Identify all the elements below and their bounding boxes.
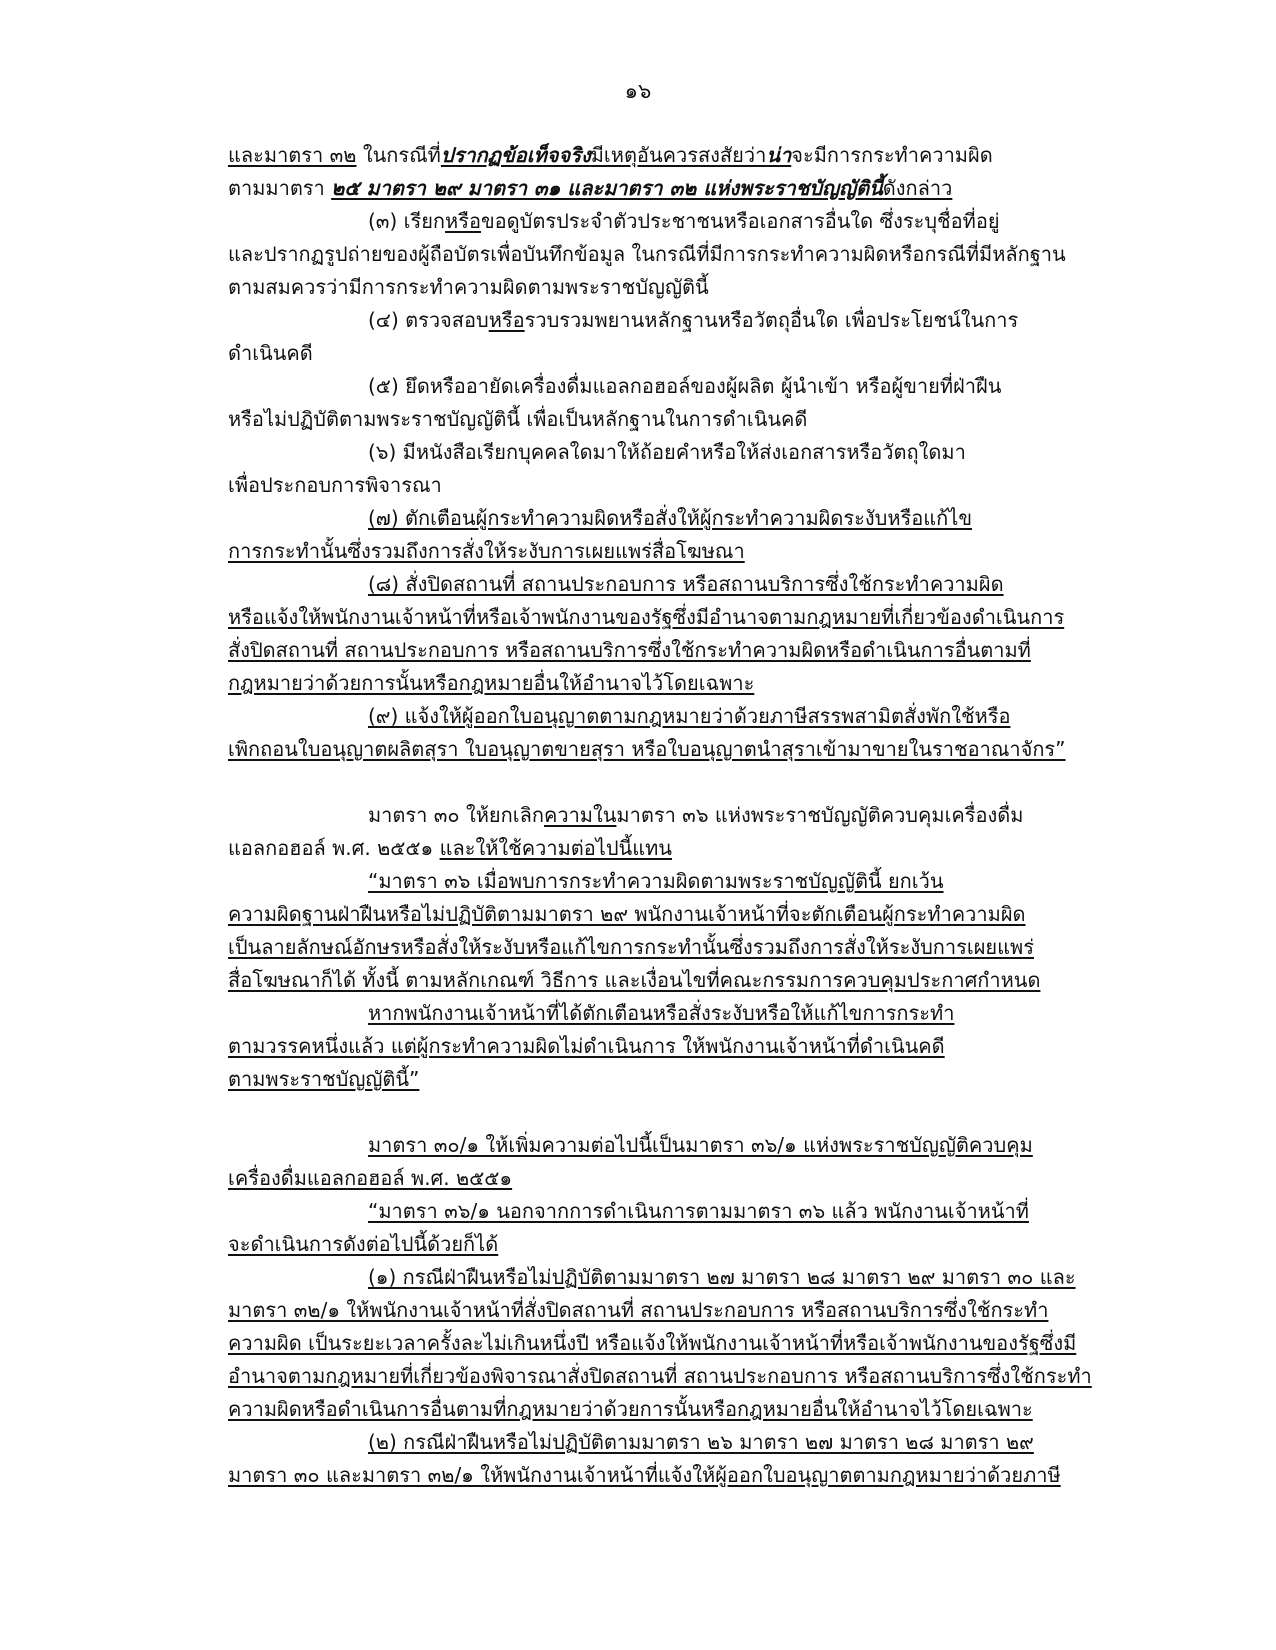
text-line: จะดำเนินการดังต่อไปนี้ด้วยก็ได้ bbox=[228, 1232, 499, 1256]
text-line: หากพนักงานเจ้าหน้าที่ได้ตักเตือนหรือสั่งระงับหรือให้แก้ไขการกระทำ bbox=[368, 1001, 955, 1025]
text-line: ความผิดฐานฝ่าฝืนหรือไม่ปฏิบัติตามมาตรา ๒๙ พนักงานเจ้าหน้าที่จะตักเตือนผู้กระทำความผิด bbox=[228, 902, 1026, 926]
text-line: หรือแจ้งให้พนักงานเจ้าหน้าที่หรือเจ้าพนักงานของรัฐซึ่งมีอำนาจตามกฎหมายที่เกี่ยวข้องดำเนินการ bbox=[228, 605, 1065, 629]
text-line: ตามวรรคหนึ่งแล้ว แต่ผู้กระทำความผิดไม่ดำเนินการ ให้พนักงานเจ้าหน้าที่ดำเนินคดี bbox=[228, 1034, 945, 1058]
text-line: เพิกถอนใบอนุญาตผลิตสุรา ใบอนุญาตขายสุรา หรือใบอนุญาตนำสุราเข้ามาขายในราชอาณาจักร” bbox=[228, 737, 1066, 761]
text-run: มาตรา ๓๖ แห่งพระราชบัญญัติควบคุมเครื่องดื่ม bbox=[616, 803, 1024, 827]
text-run: รวบรวมพยานหลักฐานหรือวัตถุอื่นใด เพื่อประโยชน์ในการ bbox=[524, 308, 1019, 332]
text-line: หรือไม่ปฏิบัติตามพระราชบัญญัตินี้ เพื่อเป็นหลักฐานในการดำเนินคดี bbox=[228, 407, 808, 431]
text-line: อำนาจตามกฎหมายที่เกี่ยวข้องพิจารณาสั่งปิดสถานที่ สถานประกอบการ หรือสถานบริการซึ่งใช้กระทำ bbox=[228, 1364, 1092, 1388]
text-run: ขอดูบัตรประจำตัวประชาชนหรือเอกสารอื่นใด ซึ่งระบุชื่อที่อยู่ bbox=[480, 209, 1000, 233]
text-run: น่า bbox=[766, 143, 792, 167]
text-run: และมาตรา ๓๒ bbox=[228, 143, 357, 167]
text-line: ความผิด เป็นระยะเวลาครั้งละไม่เกินหนึ่งปี หรือแจ้งให้พนักงานเจ้าหน้าที่หรือเจ้าพนักงานของรัฐซึ่งมี bbox=[228, 1331, 1077, 1355]
text-line: กฎหมายว่าด้วยการนั้นหรือกฎหมายอื่นให้อำนาจไว้โดยเฉพาะ bbox=[228, 671, 755, 695]
text-line: (๙) แจ้งให้ผู้ออกใบอนุญาตตามกฎหมายว่าด้วยภาษีสรรพสามิตสั่งพักใช้หรือ bbox=[368, 704, 1011, 728]
text-line bbox=[368, 206, 1000, 236]
text-line: และปรากฏรูปถ่ายของผู้ถือบัตรเพื่อบันทึกข้อมูล ในกรณีที่มีการกระทำความผิดหรือกรณีที่มีหลักฐาน bbox=[228, 242, 1066, 266]
text-line: มาตรา ๓๐/๑ ให้เพิ่มความต่อไปนี้เป็นมาตรา ๓๖/๑ แห่งพระราชบัญญัติควบคุม bbox=[368, 1133, 1033, 1157]
text-line bbox=[228, 140, 993, 170]
text-run: ปรากฏข้อเท็จจริง bbox=[440, 143, 591, 167]
text-line: ตามสมควรว่ามีการกระทำความผิดตามพระราชบัญญัตินี้ bbox=[228, 275, 709, 299]
page-number: ๑๖ bbox=[624, 79, 652, 103]
text-run: หรือ bbox=[488, 308, 525, 332]
text-line: (๗) ตักเตือนผู้กระทำความผิดหรือสั่งให้ผู้กระทำความผิดระงับหรือแก้ไข bbox=[368, 506, 972, 530]
text-run: ๒๕ มาตรา ๒๙ มาตรา ๓๑ และมาตรา ๓๒ แห่งพระราชบัญญัตินี้ bbox=[331, 176, 883, 200]
text-line: “มาตรา ๓๖/๑ นอกจากการดำเนินการตามมาตรา ๓๖ แล้ว พนักงานเจ้าหน้าที่ bbox=[368, 1199, 1029, 1223]
text-line: (๘) สั่งปิดสถานที่ สถานประกอบการ หรือสถานบริการซึ่งใช้กระทำความผิด bbox=[368, 572, 1004, 596]
text-run: และให้ใช้ความต่อไปนี้แทน bbox=[439, 836, 672, 860]
text-run: (๔) ตรวจสอบ bbox=[368, 308, 489, 332]
text-line bbox=[368, 800, 1023, 830]
text-line: “มาตรา ๓๖ เมื่อพบการกระทำความผิดตามพระราชบัญญัตินี้ ยกเว้น bbox=[368, 869, 944, 893]
text-run: ในกรณีที่ bbox=[356, 143, 441, 167]
text-line: ความผิดหรือดำเนินการอื่นตามที่กฎหมายว่าด้วยการนั้นหรือกฎหมายอื่นให้อำนาจไว้โดยเฉพาะ bbox=[228, 1397, 1033, 1421]
text-line: (๒) กรณีฝ่าฝืนหรือไม่ปฏิบัติตามมาตรา ๒๖ มาตรา ๒๗ มาตรา ๒๘ มาตรา ๒๙ bbox=[368, 1430, 1034, 1454]
text-line: เป็นลายลักษณ์อักษรหรือสั่งให้ระงับหรือแก้ไขการกระทำนั้นซึ่งรวมถึงการสั่งให้ระงับการเผยแพร่ bbox=[228, 935, 1034, 959]
text-run: (๓) เรียก bbox=[368, 209, 446, 233]
text-run: ดังกล่าว bbox=[882, 176, 953, 200]
text-run: หรือ bbox=[445, 209, 481, 233]
text-run: แอลกอฮอล์ พ.ศ. ๒๕๕๑ bbox=[228, 836, 440, 860]
text-line: (๑) กรณีฝ่าฝืนหรือไม่ปฏิบัติตามมาตรา ๒๗ มาตรา ๒๘ มาตรา ๒๙ มาตรา ๓๐ และ bbox=[368, 1265, 1076, 1289]
text-line: ตามพระราชบัญญัตินี้” bbox=[228, 1067, 420, 1091]
text-run: มีเหตุอันควรสงสัยว่า bbox=[590, 143, 767, 167]
text-line: เครื่องดื่มแอลกอฮอล์ พ.ศ. ๒๕๕๑ bbox=[228, 1166, 513, 1190]
text-line: เพื่อประกอบการพิจารณา bbox=[228, 473, 442, 497]
text-run: จะมีการกระทำความผิด bbox=[791, 143, 993, 167]
text-line bbox=[228, 173, 952, 203]
text-line: สื่อโฆษณาก็ได้ ทั้งนี้ ตามหลักเกณฑ์ วิธีการ และเงื่อนไขที่คณะกรรมการควบคุมประกาศกำหนด bbox=[228, 968, 1041, 992]
text-run: ตามมาตรา bbox=[228, 176, 332, 200]
text-run: มาตรา ๓๐ ให้ยกเลิก bbox=[368, 803, 544, 827]
text-line: (๕) ยึดหรืออายัดเครื่องดื่มแอลกอฮอล์ของผู้ผลิต ผู้นำเข้า หรือผู้ขายที่ฝ่าฝืน bbox=[368, 374, 1002, 398]
text-line bbox=[368, 305, 1018, 335]
text-line: มาตรา ๓๐ และมาตรา ๓๒/๑ ให้พนักงานเจ้าหน้าที่แจ้งให้ผู้ออกใบอนุญาตตามกฎหมายว่าด้วยภาษี bbox=[228, 1463, 1061, 1487]
text-line bbox=[228, 833, 672, 863]
text-line: มาตรา ๓๒/๑ ให้พนักงานเจ้าหน้าที่สั่งปิดสถานที่ สถานประกอบการ หรือสถานบริการซึ่งใช้กระทำ bbox=[228, 1298, 1049, 1322]
text-line: (๖) มีหนังสือเรียกบุคคลใดมาให้ถ้อยคำหรือให้ส่งเอกสารหรือวัตถุใดมา bbox=[368, 440, 966, 464]
text-line: ดำเนินคดี bbox=[228, 341, 313, 365]
text-line: การกระทำนั้นซึ่งรวมถึงการสั่งให้ระงับการเผยแพร่สื่อโฆษณา bbox=[228, 539, 745, 563]
text-line: สั่งปิดสถานที่ สถานประกอบการ หรือสถานบริการซึ่งใช้กระทำความผิดหรือดำเนินการอื่นตามที่ bbox=[228, 638, 1031, 662]
text-run: ความใน bbox=[543, 803, 617, 827]
